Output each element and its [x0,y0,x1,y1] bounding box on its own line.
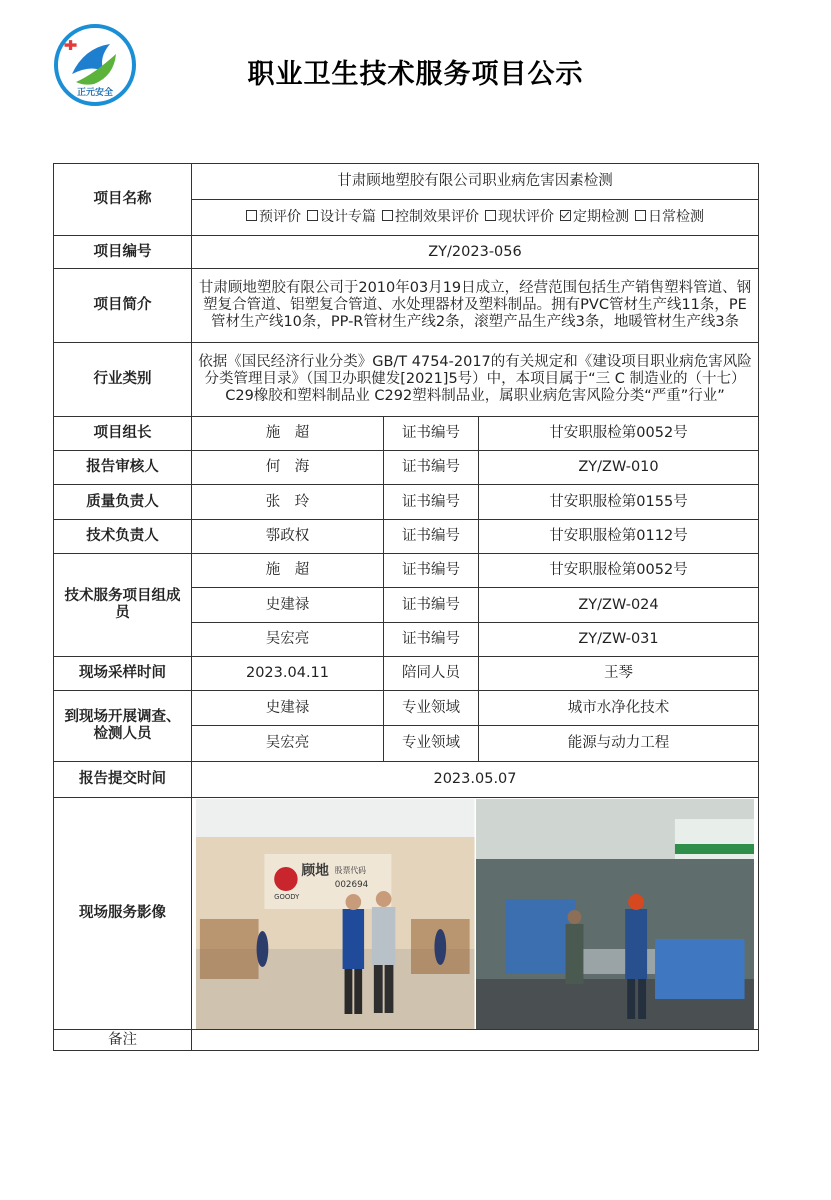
type-option[interactable]: 设计专篇 [307,209,376,226]
member-name: 史建禄 [192,588,384,623]
reviewer-cert: ZY/ZW-010 [479,451,759,485]
field-staff-specialty: 能源与动力工程 [479,726,759,762]
sign-brand: 顾地 [301,862,329,879]
reviewer-name: 何 海 [192,451,384,485]
type-option[interactable]: 定期检测 [560,209,629,226]
logo-text: 正元安全 [76,88,114,98]
row-photos [54,798,759,1030]
checkbox-icon[interactable] [246,210,257,221]
checkbox-icon[interactable] [307,210,318,221]
remarks-value [192,1030,759,1051]
project-table [53,163,759,1051]
row-remarks [54,1030,759,1051]
member-cert: 甘安职服检第0052号 [479,554,759,588]
cert-label: 证书编号 [384,451,479,485]
checkbox-icon[interactable] [382,210,393,221]
site-photo-factory [475,799,755,1029]
project-intro-value: 甘肃顾地塑胶有限公司于2010年03月19日成立，经营范围包括生产销售塑料管道、钢塑复合管道、铝塑复合管道、水处理器材及塑料制品。拥有PVC管材生产线11条，PE管材生产线10条，PP-R管材生产线2条，滚塑产品生产线3条，地暖管材生产线3条 [192,269,759,343]
member-cert: ZY/ZW-024 [479,588,759,623]
site-photo-lobby [196,799,475,1029]
tech-lead-cert: 甘安职服检第0112号 [479,520,759,554]
project-type-options [192,200,759,236]
member-name: 吴宏亮 [192,623,384,657]
row-reviewer [54,451,759,485]
cert-label: 证书编号 [384,623,479,657]
label-reviewer: 报告审核人 [54,451,192,485]
label-project-name: 项目名称 [54,164,192,236]
project-name-value: 甘肃顾地塑胶有限公司职业病危害因素检测 [192,164,759,200]
checkbox-icon[interactable] [485,210,496,221]
label-submit-time: 报告提交时间 [54,762,192,798]
cert-label: 证书编号 [384,520,479,554]
label-team-leader: 项目组长 [54,417,192,451]
cert-label: 证书编号 [384,554,479,588]
field-staff-specialty: 城市水净化技术 [479,691,759,726]
sign-stock-label: 股票代码 [334,865,366,875]
specialty-label: 专业领域 [384,691,479,726]
team-leader-name: 施 超 [192,417,384,451]
checkbox-icon[interactable] [635,210,646,221]
escort-name: 王琴 [479,657,759,691]
row-field-staff [54,691,759,726]
label-team-members: 技术服务项目组成员 [54,554,192,657]
sign-brand-en: GOODY [274,892,300,901]
quality-lead-name: 张 玲 [192,485,384,520]
row-tech-lead [54,520,759,554]
row-member [54,554,759,588]
photos-cell [192,798,759,1030]
member-name: 施 超 [192,554,384,588]
cert-label: 证书编号 [384,588,479,623]
label-sampling-time: 现场采样时间 [54,657,192,691]
label-photos: 现场服务影像 [54,798,192,1030]
row-quality-lead [54,485,759,520]
row-industry [54,343,759,417]
industry-value: 依据《国民经济行业分类》GB/T 4754-2017的有关规定和《建设项目职业病危害风险分类管理目录》（国卫办职健发[2021]5号）中，本项目属于“三 C 制造业的（十七） C29橡胶和塑料制品业 C292塑料制品业，属职业病危害风险分类“严重”行业” [192,343,759,417]
specialty-label: 专业领域 [384,726,479,762]
type-option[interactable]: 预评价 [246,209,301,226]
page-title: 职业卫生技术服务项目公示 [247,59,584,90]
submit-date: 2023.05.07 [192,762,759,798]
type-option[interactable]: 控制效果评价 [382,209,479,226]
sign-stock-code: 002694 [334,879,369,890]
label-project-no: 项目编号 [54,236,192,269]
team-leader-cert: 甘安职服检第0052号 [479,417,759,451]
quality-lead-cert: 甘安职服检第0155号 [479,485,759,520]
type-option[interactable]: 现状评价 [485,209,554,226]
row-project-intro [54,269,759,343]
label-quality-lead: 质量负责人 [54,485,192,520]
row-project-no [54,236,759,269]
field-staff-name: 史建禄 [192,691,384,726]
label-remarks: 备注 [54,1030,192,1051]
checkbox-checked-icon[interactable] [560,210,571,221]
escort-label: 陪同人员 [384,657,479,691]
member-cert: ZY/ZW-031 [479,623,759,657]
row-sampling [54,657,759,691]
project-no-value: ZY/2023-056 [192,236,759,269]
row-team-leader [54,417,759,451]
sampling-date: 2023.04.11 [192,657,384,691]
tech-lead-name: 鄠政权 [192,520,384,554]
label-field-staff: 到现场开展调查、检测人员 [54,691,192,762]
label-industry: 行业类别 [54,343,192,417]
label-tech-lead: 技术负责人 [54,520,192,554]
field-staff-name: 吴宏亮 [192,726,384,762]
row-submit-time [54,762,759,798]
cert-label: 证书编号 [384,485,479,520]
type-option[interactable]: 日常检测 [635,209,704,226]
label-project-intro: 项目简介 [54,269,192,343]
row-project-name [54,164,759,200]
cert-label: 证书编号 [384,417,479,451]
